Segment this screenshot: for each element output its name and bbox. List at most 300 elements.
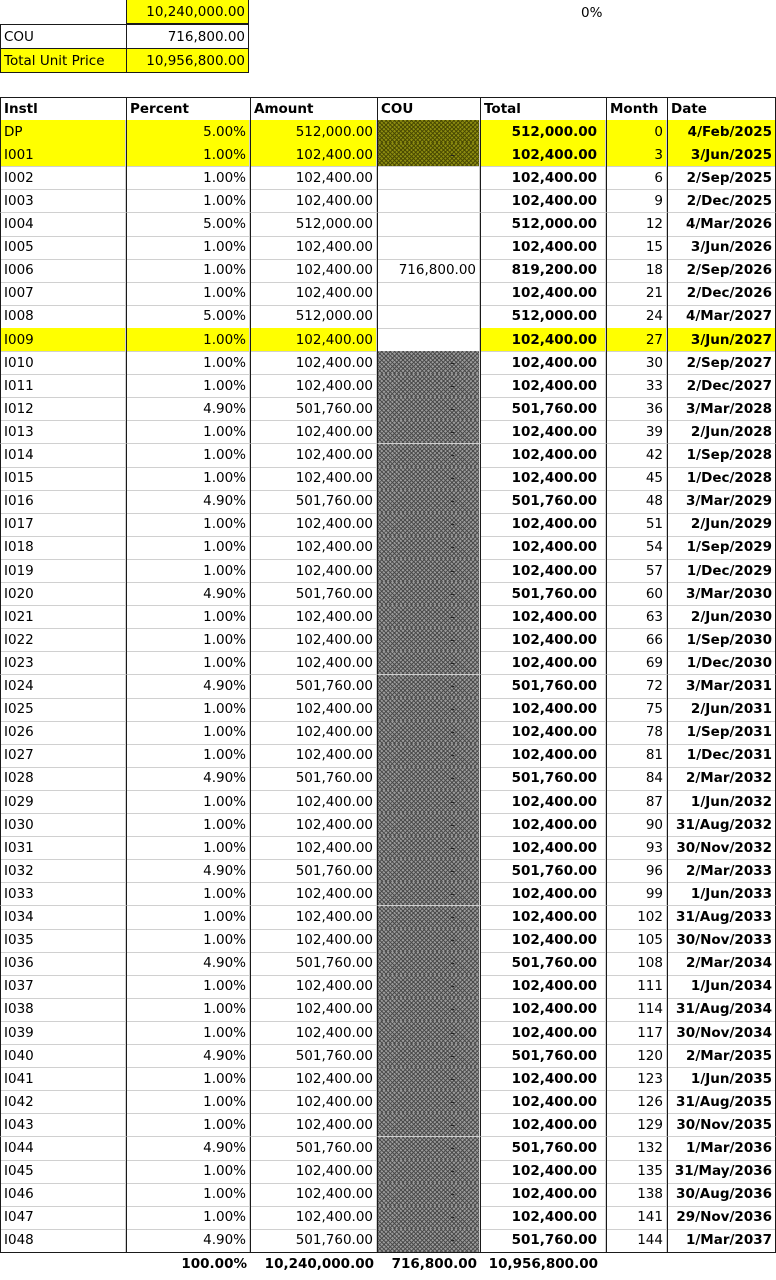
- header-month[interactable]: Month: [606, 97, 667, 121]
- cell-cou[interactable]: -: [377, 467, 480, 491]
- cell-month[interactable]: 21: [606, 282, 667, 306]
- cell-total[interactable]: 102,400.00: [480, 1090, 606, 1114]
- cell-total[interactable]: 102,400.00: [480, 836, 606, 860]
- cell-date[interactable]: 2/Jun/2029: [667, 513, 776, 537]
- cell-total[interactable]: 102,400.00: [480, 559, 606, 583]
- cell-month[interactable]: 33: [606, 374, 667, 398]
- cell-total[interactable]: 102,400.00: [480, 744, 606, 768]
- cell-date[interactable]: 2/Dec/2026: [667, 282, 776, 306]
- cell-instl[interactable]: I015: [0, 467, 126, 491]
- cell-total[interactable]: 501,760.00: [480, 397, 606, 421]
- cell-month[interactable]: 54: [606, 536, 667, 560]
- cell-month[interactable]: 36: [606, 397, 667, 421]
- cell-cou[interactable]: -: [377, 929, 480, 953]
- header-instl[interactable]: Instl: [0, 97, 126, 121]
- cell-instl[interactable]: I017: [0, 513, 126, 537]
- cell-cou[interactable]: -: [377, 605, 480, 629]
- cell-date[interactable]: 1/Mar/2036: [667, 1137, 776, 1161]
- cell-amount[interactable]: 102,400.00: [250, 1206, 377, 1230]
- cell-percent[interactable]: 4.90%: [126, 490, 250, 514]
- cell-instl[interactable]: I028: [0, 767, 126, 791]
- cell-instl[interactable]: I026: [0, 721, 126, 745]
- cell-month[interactable]: 0: [606, 120, 667, 144]
- cell-instl[interactable]: I030: [0, 813, 126, 837]
- cell-total[interactable]: 512,000.00: [480, 120, 606, 144]
- cell-amount[interactable]: 512,000.00: [250, 213, 377, 237]
- cell-month[interactable]: 135: [606, 1160, 667, 1184]
- cell-amount[interactable]: 102,400.00: [250, 929, 377, 953]
- cell-date[interactable]: 29/Nov/2036: [667, 1206, 776, 1230]
- cell-month[interactable]: 93: [606, 836, 667, 860]
- cell-amount[interactable]: 102,400.00: [250, 1183, 377, 1207]
- cell-percent[interactable]: 1.00%: [126, 1090, 250, 1114]
- cell-instl[interactable]: I047: [0, 1206, 126, 1230]
- cell-percent[interactable]: 1.00%: [126, 721, 250, 745]
- cell-instl[interactable]: I012: [0, 397, 126, 421]
- cell-date[interactable]: 3/Jun/2025: [667, 143, 776, 167]
- cell-instl[interactable]: I020: [0, 582, 126, 606]
- cell-percent[interactable]: 1.00%: [126, 536, 250, 560]
- cell-amount[interactable]: 501,760.00: [250, 1137, 377, 1161]
- cell-month[interactable]: 60: [606, 582, 667, 606]
- cell-cou[interactable]: -: [377, 651, 480, 675]
- cell-total[interactable]: 102,400.00: [480, 1206, 606, 1230]
- cell-month[interactable]: 12: [606, 213, 667, 237]
- cell-instl[interactable]: I044: [0, 1137, 126, 1161]
- cell-month[interactable]: 69: [606, 651, 667, 675]
- cell-percent[interactable]: 1.00%: [126, 282, 250, 306]
- cell-instl[interactable]: I005: [0, 236, 126, 260]
- cell-percent[interactable]: 5.00%: [126, 305, 250, 329]
- cell-instl[interactable]: I022: [0, 628, 126, 652]
- cell-instl[interactable]: I018: [0, 536, 126, 560]
- cell-percent[interactable]: 4.90%: [126, 1044, 250, 1068]
- cell-total[interactable]: 512,000.00: [480, 213, 606, 237]
- cell-cou[interactable]: -: [377, 582, 480, 606]
- cell-percent[interactable]: 1.00%: [126, 790, 250, 814]
- cell-date[interactable]: 30/Nov/2032: [667, 836, 776, 860]
- cell-amount[interactable]: 102,400.00: [250, 374, 377, 398]
- cell-cou[interactable]: [377, 282, 480, 306]
- cell-percent[interactable]: 1.00%: [126, 605, 250, 629]
- cell-cou[interactable]: [377, 213, 480, 237]
- cell-total[interactable]: 102,400.00: [480, 189, 606, 213]
- cell-percent[interactable]: 1.00%: [126, 559, 250, 583]
- cell-instl[interactable]: I006: [0, 259, 126, 283]
- cell-instl[interactable]: I037: [0, 975, 126, 999]
- cell-amount[interactable]: 102,400.00: [250, 882, 377, 906]
- cell-date[interactable]: 1/Jun/2034: [667, 975, 776, 999]
- cell-total[interactable]: 102,400.00: [480, 651, 606, 675]
- cell-date[interactable]: 3/Mar/2031: [667, 675, 776, 699]
- cell-amount[interactable]: 102,400.00: [250, 1067, 377, 1091]
- cell-cou[interactable]: -: [377, 559, 480, 583]
- cell-percent[interactable]: 4.90%: [126, 767, 250, 791]
- cell-instl[interactable]: I013: [0, 420, 126, 444]
- cell-amount[interactable]: 102,400.00: [250, 998, 377, 1022]
- cell-date[interactable]: 2/Mar/2034: [667, 952, 776, 976]
- cell-percent[interactable]: 1.00%: [126, 1113, 250, 1137]
- cell-cou[interactable]: [377, 189, 480, 213]
- cell-percent[interactable]: 1.00%: [126, 1067, 250, 1091]
- cell-amount[interactable]: 501,760.00: [250, 582, 377, 606]
- cell-cou[interactable]: -: [377, 859, 480, 883]
- cell-instl[interactable]: I038: [0, 998, 126, 1022]
- cell-date[interactable]: 2/Jun/2030: [667, 605, 776, 629]
- cell-cou[interactable]: -: [377, 1067, 480, 1091]
- cell-cou[interactable]: -: [377, 1137, 480, 1161]
- header-percent[interactable]: Percent: [126, 97, 250, 121]
- cell-total[interactable]: 501,760.00: [480, 859, 606, 883]
- cell-percent[interactable]: 1.00%: [126, 444, 250, 468]
- total-unit-price-label[interactable]: Total Unit Price: [0, 49, 126, 73]
- cell-date[interactable]: 1/Sep/2030: [667, 628, 776, 652]
- cell-amount[interactable]: 501,760.00: [250, 859, 377, 883]
- cell-total[interactable]: 102,400.00: [480, 420, 606, 444]
- cell-date[interactable]: 3/Mar/2029: [667, 490, 776, 514]
- cell-total[interactable]: 501,760.00: [480, 675, 606, 699]
- cell-date[interactable]: 1/Dec/2030: [667, 651, 776, 675]
- cell-month[interactable]: 27: [606, 328, 667, 352]
- cell-total[interactable]: 102,400.00: [480, 628, 606, 652]
- cell-percent[interactable]: 4.90%: [126, 1137, 250, 1161]
- cell-date[interactable]: 1/Dec/2029: [667, 559, 776, 583]
- cell-date[interactable]: 3/Mar/2030: [667, 582, 776, 606]
- cell-total[interactable]: 102,400.00: [480, 929, 606, 953]
- total-total[interactable]: 10,956,800.00: [488, 1256, 598, 1272]
- cell-percent[interactable]: 4.90%: [126, 397, 250, 421]
- cell-percent[interactable]: 1.00%: [126, 166, 250, 190]
- cell-amount[interactable]: 102,400.00: [250, 836, 377, 860]
- cell-cou[interactable]: -: [377, 1160, 480, 1184]
- cell-instl[interactable]: I002: [0, 166, 126, 190]
- cell-instl[interactable]: I024: [0, 675, 126, 699]
- cell-percent[interactable]: 1.00%: [126, 143, 250, 167]
- cell-amount[interactable]: 102,400.00: [250, 698, 377, 722]
- cell-instl[interactable]: DP: [0, 120, 126, 144]
- header-total[interactable]: Total: [480, 97, 606, 121]
- cell-date[interactable]: 3/Jun/2027: [667, 328, 776, 352]
- cell-instl[interactable]: I004: [0, 213, 126, 237]
- cell-date[interactable]: 4/Mar/2026: [667, 213, 776, 237]
- cell-amount[interactable]: 102,400.00: [250, 1113, 377, 1137]
- cell-date[interactable]: 3/Jun/2026: [667, 236, 776, 260]
- cell-date[interactable]: 1/Jun/2035: [667, 1067, 776, 1091]
- cell-total[interactable]: 102,400.00: [480, 998, 606, 1022]
- cell-amount[interactable]: 501,760.00: [250, 1044, 377, 1068]
- cell-amount[interactable]: 501,760.00: [250, 675, 377, 699]
- cell-instl[interactable]: I029: [0, 790, 126, 814]
- cell-total[interactable]: 102,400.00: [480, 882, 606, 906]
- cell-month[interactable]: 87: [606, 790, 667, 814]
- cell-instl[interactable]: I001: [0, 143, 126, 167]
- cell-instl[interactable]: I023: [0, 651, 126, 675]
- cell-total[interactable]: 102,400.00: [480, 906, 606, 930]
- cell-amount[interactable]: 102,400.00: [250, 259, 377, 283]
- total-unit-price-value[interactable]: 10,956,800.00: [126, 49, 249, 73]
- cell-instl[interactable]: I031: [0, 836, 126, 860]
- cell-percent[interactable]: 5.00%: [126, 120, 250, 144]
- cell-cou[interactable]: -: [377, 721, 480, 745]
- cell-month[interactable]: 63: [606, 605, 667, 629]
- cell-month[interactable]: 90: [606, 813, 667, 837]
- cell-date[interactable]: 4/Feb/2025: [667, 120, 776, 144]
- cell-instl[interactable]: I043: [0, 1113, 126, 1137]
- cell-total[interactable]: 102,400.00: [480, 351, 606, 375]
- cell-date[interactable]: 30/Nov/2034: [667, 1021, 776, 1045]
- cell-total[interactable]: 512,000.00: [480, 305, 606, 329]
- cell-instl[interactable]: I009: [0, 328, 126, 352]
- cell-month[interactable]: 51: [606, 513, 667, 537]
- cell-instl[interactable]: I007: [0, 282, 126, 306]
- cell-percent[interactable]: 1.00%: [126, 651, 250, 675]
- cell-cou[interactable]: -: [377, 1183, 480, 1207]
- cell-total[interactable]: 102,400.00: [480, 536, 606, 560]
- cell-amount[interactable]: 102,400.00: [250, 813, 377, 837]
- cell-percent[interactable]: 1.00%: [126, 1160, 250, 1184]
- cell-cou[interactable]: -: [377, 906, 480, 930]
- cell-amount[interactable]: 102,400.00: [250, 236, 377, 260]
- cell-month[interactable]: 3: [606, 143, 667, 167]
- cell-month[interactable]: 114: [606, 998, 667, 1022]
- cell-month[interactable]: 57: [606, 559, 667, 583]
- cell-month[interactable]: 45: [606, 467, 667, 491]
- cell-cou[interactable]: -: [377, 1021, 480, 1045]
- cell-date[interactable]: 1/Jun/2032: [667, 790, 776, 814]
- cell-percent[interactable]: 1.00%: [126, 929, 250, 953]
- cell-cou[interactable]: -: [377, 143, 480, 167]
- cell-total[interactable]: 102,400.00: [480, 282, 606, 306]
- cell-cou[interactable]: -: [377, 698, 480, 722]
- cell-percent[interactable]: 1.00%: [126, 836, 250, 860]
- price-value[interactable]: 10,240,000.00: [126, 0, 249, 24]
- cell-instl[interactable]: I036: [0, 952, 126, 976]
- cell-cou[interactable]: [377, 166, 480, 190]
- cell-amount[interactable]: 102,400.00: [250, 420, 377, 444]
- cell-total[interactable]: 102,400.00: [480, 1160, 606, 1184]
- cell-percent[interactable]: 1.00%: [126, 328, 250, 352]
- cell-month[interactable]: 144: [606, 1229, 667, 1253]
- cell-cou[interactable]: -: [377, 1044, 480, 1068]
- cell-percent[interactable]: 1.00%: [126, 351, 250, 375]
- cell-percent[interactable]: 4.90%: [126, 859, 250, 883]
- cell-amount[interactable]: 102,400.00: [250, 328, 377, 352]
- cell-amount[interactable]: 102,400.00: [250, 744, 377, 768]
- cell-amount[interactable]: 512,000.00: [250, 120, 377, 144]
- cell-percent[interactable]: 1.00%: [126, 420, 250, 444]
- cell-date[interactable]: 31/May/2036: [667, 1160, 776, 1184]
- cell-month[interactable]: 123: [606, 1067, 667, 1091]
- cell-month[interactable]: 132: [606, 1137, 667, 1161]
- cell-amount[interactable]: 102,400.00: [250, 536, 377, 560]
- cell-total[interactable]: 102,400.00: [480, 143, 606, 167]
- cell-percent[interactable]: 1.00%: [126, 374, 250, 398]
- cell-total[interactable]: 819,200.00: [480, 259, 606, 283]
- cell-cou[interactable]: [377, 236, 480, 260]
- cell-instl[interactable]: I011: [0, 374, 126, 398]
- cell-month[interactable]: 6: [606, 166, 667, 190]
- cell-date[interactable]: 1/Sep/2029: [667, 536, 776, 560]
- cell-cou[interactable]: -: [377, 744, 480, 768]
- cell-date[interactable]: 1/Sep/2028: [667, 444, 776, 468]
- cell-cou[interactable]: -: [377, 374, 480, 398]
- cell-cou[interactable]: -: [377, 790, 480, 814]
- cell-month[interactable]: 24: [606, 305, 667, 329]
- cou-label[interactable]: COU: [0, 24, 126, 49]
- cell-date[interactable]: 1/Dec/2028: [667, 467, 776, 491]
- cell-month[interactable]: 108: [606, 952, 667, 976]
- cell-amount[interactable]: 501,760.00: [250, 397, 377, 421]
- cell-amount[interactable]: 102,400.00: [250, 282, 377, 306]
- cell-percent[interactable]: 1.00%: [126, 1183, 250, 1207]
- cell-total[interactable]: 102,400.00: [480, 374, 606, 398]
- cell-instl[interactable]: I016: [0, 490, 126, 514]
- cell-cou[interactable]: -: [377, 975, 480, 999]
- cell-instl[interactable]: I003: [0, 189, 126, 213]
- cell-date[interactable]: 2/Sep/2025: [667, 166, 776, 190]
- cell-total[interactable]: 102,400.00: [480, 236, 606, 260]
- cell-month[interactable]: 72: [606, 675, 667, 699]
- cell-instl[interactable]: I008: [0, 305, 126, 329]
- cell-instl[interactable]: I010: [0, 351, 126, 375]
- cell-amount[interactable]: 102,400.00: [250, 467, 377, 491]
- cell-month[interactable]: 111: [606, 975, 667, 999]
- cell-total[interactable]: 102,400.00: [480, 813, 606, 837]
- cell-percent[interactable]: 5.00%: [126, 213, 250, 237]
- cell-total[interactable]: 501,760.00: [480, 1044, 606, 1068]
- cell-date[interactable]: 2/Dec/2025: [667, 189, 776, 213]
- cell-instl[interactable]: I021: [0, 605, 126, 629]
- cell-month[interactable]: 141: [606, 1206, 667, 1230]
- total-cou[interactable]: 716,800.00: [391, 1256, 477, 1272]
- cell-total[interactable]: 102,400.00: [480, 1183, 606, 1207]
- cell-amount[interactable]: 102,400.00: [250, 444, 377, 468]
- cell-date[interactable]: 2/Mar/2033: [667, 859, 776, 883]
- cell-month[interactable]: 84: [606, 767, 667, 791]
- cell-amount[interactable]: 501,760.00: [250, 490, 377, 514]
- cell-month[interactable]: 126: [606, 1090, 667, 1114]
- cell-cou[interactable]: -: [377, 490, 480, 514]
- cell-total[interactable]: 102,400.00: [480, 605, 606, 629]
- cell-amount[interactable]: 102,400.00: [250, 143, 377, 167]
- cell-instl[interactable]: I019: [0, 559, 126, 583]
- cell-date[interactable]: 2/Jun/2028: [667, 420, 776, 444]
- cell-month[interactable]: 9: [606, 189, 667, 213]
- cell-date[interactable]: 1/Sep/2031: [667, 721, 776, 745]
- cell-amount[interactable]: 102,400.00: [250, 605, 377, 629]
- cell-instl[interactable]: I027: [0, 744, 126, 768]
- cell-percent[interactable]: 1.00%: [126, 513, 250, 537]
- cell-month[interactable]: 138: [606, 1183, 667, 1207]
- header-amount[interactable]: Amount: [250, 97, 377, 121]
- cell-cou[interactable]: -: [377, 1113, 480, 1137]
- cell-percent[interactable]: 1.00%: [126, 882, 250, 906]
- cell-cou[interactable]: -: [377, 513, 480, 537]
- cell-date[interactable]: 30/Nov/2033: [667, 929, 776, 953]
- cell-total[interactable]: 102,400.00: [480, 698, 606, 722]
- cell-percent[interactable]: 1.00%: [126, 189, 250, 213]
- cell-cou[interactable]: -: [377, 836, 480, 860]
- cell-instl[interactable]: I033: [0, 882, 126, 906]
- cell-percent[interactable]: 4.90%: [126, 675, 250, 699]
- cell-cou[interactable]: [377, 120, 480, 144]
- cell-total[interactable]: 501,760.00: [480, 1229, 606, 1253]
- cell-total[interactable]: 501,760.00: [480, 1137, 606, 1161]
- cell-percent[interactable]: 4.90%: [126, 952, 250, 976]
- cell-total[interactable]: 102,400.00: [480, 444, 606, 468]
- cell-instl[interactable]: I032: [0, 859, 126, 883]
- cell-date[interactable]: 2/Sep/2027: [667, 351, 776, 375]
- cell-total[interactable]: 501,760.00: [480, 582, 606, 606]
- cell-amount[interactable]: 102,400.00: [250, 513, 377, 537]
- header-cou[interactable]: COU: [377, 97, 480, 121]
- cell-month[interactable]: 81: [606, 744, 667, 768]
- cell-date[interactable]: 31/Aug/2035: [667, 1090, 776, 1114]
- cell-date[interactable]: 2/Dec/2027: [667, 374, 776, 398]
- cell-instl[interactable]: I046: [0, 1183, 126, 1207]
- cell-percent[interactable]: 1.00%: [126, 975, 250, 999]
- cell-total[interactable]: 102,400.00: [480, 328, 606, 352]
- cell-instl[interactable]: I045: [0, 1160, 126, 1184]
- cell-cou[interactable]: -: [377, 536, 480, 560]
- cell-cou[interactable]: 716,800.00: [377, 259, 480, 283]
- cell-total[interactable]: 102,400.00: [480, 790, 606, 814]
- cell-date[interactable]: 2/Mar/2032: [667, 767, 776, 791]
- cell-total[interactable]: 102,400.00: [480, 721, 606, 745]
- cell-amount[interactable]: 102,400.00: [250, 628, 377, 652]
- cell-instl[interactable]: I041: [0, 1067, 126, 1091]
- cell-percent[interactable]: 1.00%: [126, 628, 250, 652]
- rate-cell[interactable]: 0%: [581, 5, 603, 21]
- cell-percent[interactable]: 1.00%: [126, 698, 250, 722]
- cell-percent[interactable]: 1.00%: [126, 236, 250, 260]
- cell-cou[interactable]: -: [377, 882, 480, 906]
- cell-amount[interactable]: 501,760.00: [250, 1229, 377, 1253]
- cell-month[interactable]: 117: [606, 1021, 667, 1045]
- cell-date[interactable]: 31/Aug/2034: [667, 998, 776, 1022]
- cell-date[interactable]: 31/Aug/2032: [667, 813, 776, 837]
- cell-month[interactable]: 18: [606, 259, 667, 283]
- cell-cou[interactable]: -: [377, 351, 480, 375]
- cell-month[interactable]: 129: [606, 1113, 667, 1137]
- cell-total[interactable]: 501,760.00: [480, 490, 606, 514]
- cell-amount[interactable]: 501,760.00: [250, 952, 377, 976]
- cell-month[interactable]: 78: [606, 721, 667, 745]
- cell-amount[interactable]: 102,400.00: [250, 975, 377, 999]
- total-percent[interactable]: 100.00%: [181, 1256, 247, 1272]
- cell-cou[interactable]: -: [377, 998, 480, 1022]
- cell-date[interactable]: 30/Nov/2035: [667, 1113, 776, 1137]
- cell-month[interactable]: 48: [606, 490, 667, 514]
- cell-total[interactable]: 501,760.00: [480, 767, 606, 791]
- cell-month[interactable]: 15: [606, 236, 667, 260]
- cell-date[interactable]: 31/Aug/2033: [667, 906, 776, 930]
- cell-month[interactable]: 99: [606, 882, 667, 906]
- cell-cou[interactable]: -: [377, 1229, 480, 1253]
- cell-percent[interactable]: 4.90%: [126, 582, 250, 606]
- cell-month[interactable]: 39: [606, 420, 667, 444]
- cell-amount[interactable]: 102,400.00: [250, 651, 377, 675]
- cell-date[interactable]: 2/Sep/2026: [667, 259, 776, 283]
- cell-percent[interactable]: 1.00%: [126, 1021, 250, 1045]
- cell-month[interactable]: 42: [606, 444, 667, 468]
- cell-instl[interactable]: I014: [0, 444, 126, 468]
- cou-value[interactable]: 716,800.00: [126, 24, 249, 49]
- cell-cou[interactable]: -: [377, 420, 480, 444]
- cell-amount[interactable]: 102,400.00: [250, 790, 377, 814]
- cell-total[interactable]: 501,760.00: [480, 952, 606, 976]
- cell-date[interactable]: 1/Dec/2031: [667, 744, 776, 768]
